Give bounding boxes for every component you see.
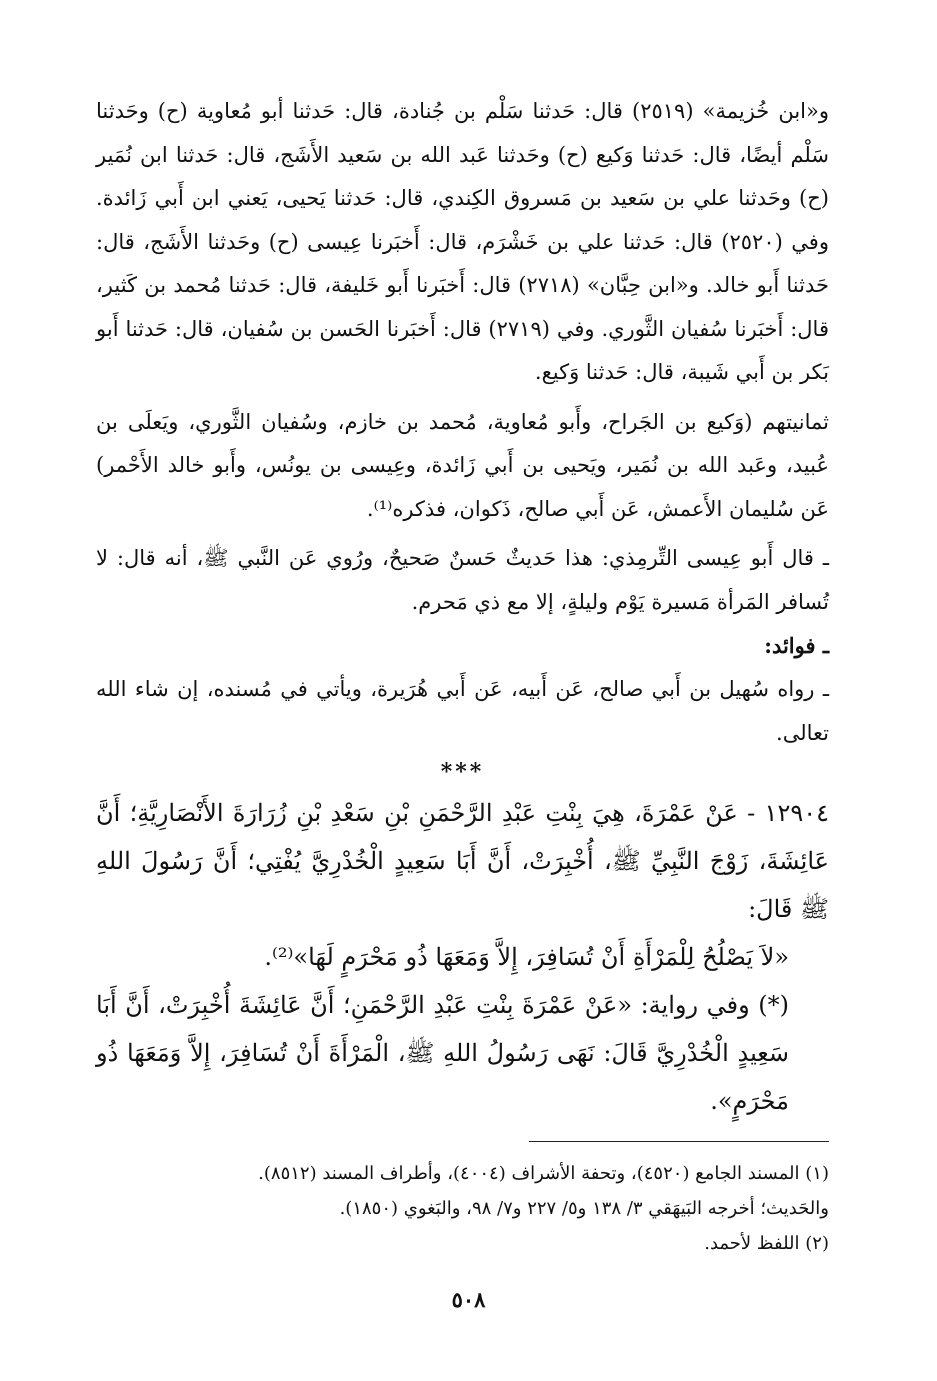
narrators-summary-paragraph: ثمانيتهم (وَكيع بن الجَراح، وأَبو مُعاوية، مُحمد بن خازم، وسُفيان الثَّوري، ويَعلَى بن عُبيد، وعَبد الله بن نُمَير، ويَحيى بن أَبي زَائدة، وعِيسى بن يونُس، وأَبو خالد الأَحْمر) عَن سُليمان الأَعمش، عَن أَبي صالح، ذَكوان، فذكره⁽¹⁾.: [96, 409, 829, 521]
tirmidhi-comment-paragraph: ـ قال أَبو عِيسى التِّرمِذي: هذا حَديثٌ حَسنٌ صَحيحٌ، ورُوي عَن النَّبي ﷺ، أنه قال: لا تُسافر المَرأة مَسيرة يَوْم وليلةٍ، إلا مع ذي مَحرم.: [96, 546, 829, 614]
footnote-1: (١) المسند الجامع (٤٥٢٠)، وتحفة الأشراف (٤٠٠٤)، وأطراف المسند (٨٥١٢).: [258, 1163, 829, 1184]
hadith-isnad: ١٢٩٠٤ - عَنْ عَمْرَةَ، هِيَ بِنْتِ عَبْدِ الرَّحْمَنِ بْنِ سَعْدِ بْنِ زُرَارَةَ الأَنْصَارِيَّةِ؛ أَنَّ عَائِشَةَ، زَوْجَ النَّبِيِّ ﷺ، أُخْبِرَتْ، أَنَّ أَبَا سَعِيدٍ الْخُدْرِيَّ يُفْتِي؛ أَنَّ رَسُولَ اللهِ ﷺ قَالَ:: [96, 799, 829, 923]
footnote-1-continuation: والحَديث؛ أخرجه البَيهَقي ٣/ ١٣٨ و٥/ ٢٢٧ و٧/ ٩٨، والبَغوي (١٨٥٠).: [339, 1198, 829, 1219]
page-number: ٥٠٨: [451, 1287, 486, 1312]
hadith-variant-riwaya: (*) وفي رواية: «عَنْ عَمْرَةَ بِنْتِ عَبْدِ الرَّحْمَنِ؛ أَنَّ عَائِشَةَ أُخْبِرَتْ، أَنَّ أَبَا سَعِيدٍ الْخُدْرِيَّ قَالَ: نَهَى رَسُولُ اللهِ ﷺ، الْمَرْأَةَ أَنْ تُسَافِرَ، إِلاَّ وَمَعَهَا ذُو مَحْرَمٍ».: [96, 991, 789, 1115]
footnote-divider: [529, 1141, 829, 1142]
hadith-matn: «لاَ يَصْلُحُ لِلْمَرْأَةِ أَنْ تُسَافِرَ، إِلاَّ وَمَعَهَا ذُو مَحْرَمٍ لَهَا»⁽²⁾.: [264, 943, 789, 971]
fawaid-paragraph: ـ رواه سُهيل بن أَبي صالح، عَن أَبيه، عَن أَبي هُرَيرة، ويأتي في مُسنده، إن شاء الله تعالى.: [96, 677, 829, 745]
isnad-continuation-paragraph: و«ابن خُزيمة» (٢٥١٩) قال: حَدثنا سَلْم بن جُنادة، قال: حَدثنا أبو مُعاوية (ح) وحَدثنا سَلْم أيضًا، قال: حَدثنا وَكيع (ح) وحَدثنا عَبد الله بن سَعيد الأَشَج، قال: حَدثنا ابن نُمَير (ح) وحَدثنا علي بن سَعيد بن مَسروق الكِندي، قال: حَدثنا يَحيى، يَعني ابن أَبي زَائدة. وفي (٢٥٢٠) قال: حَدثنا علي بن خَشْرَم، قال: أَخبَرنا عِيسى (ح) وحَدثنا الأَشَج، قال: حَدثنا أَبو خالد. و«ابن حِبَّان» (٢٧١٨) قال: أَخبَرنا أَبو خَليفة، قال: حَدثنا مُحمد بن كَثير، قال: أَخبَرنا سُفيان الثَّوري. وفي (٢٧١٩) قال: أَخبَرنا الحَسن بن سُفيان، قال: حَدثنا أَبو بَكر بن أَبي شَيبة، قال: حَدثنا وَكيع.: [96, 99, 829, 384]
fawaid-heading: ـ فوائد:: [764, 633, 829, 658]
footnote-2: (٢) اللفظ لأحمد.: [704, 1233, 829, 1254]
section-separator: ***: [440, 759, 485, 785]
